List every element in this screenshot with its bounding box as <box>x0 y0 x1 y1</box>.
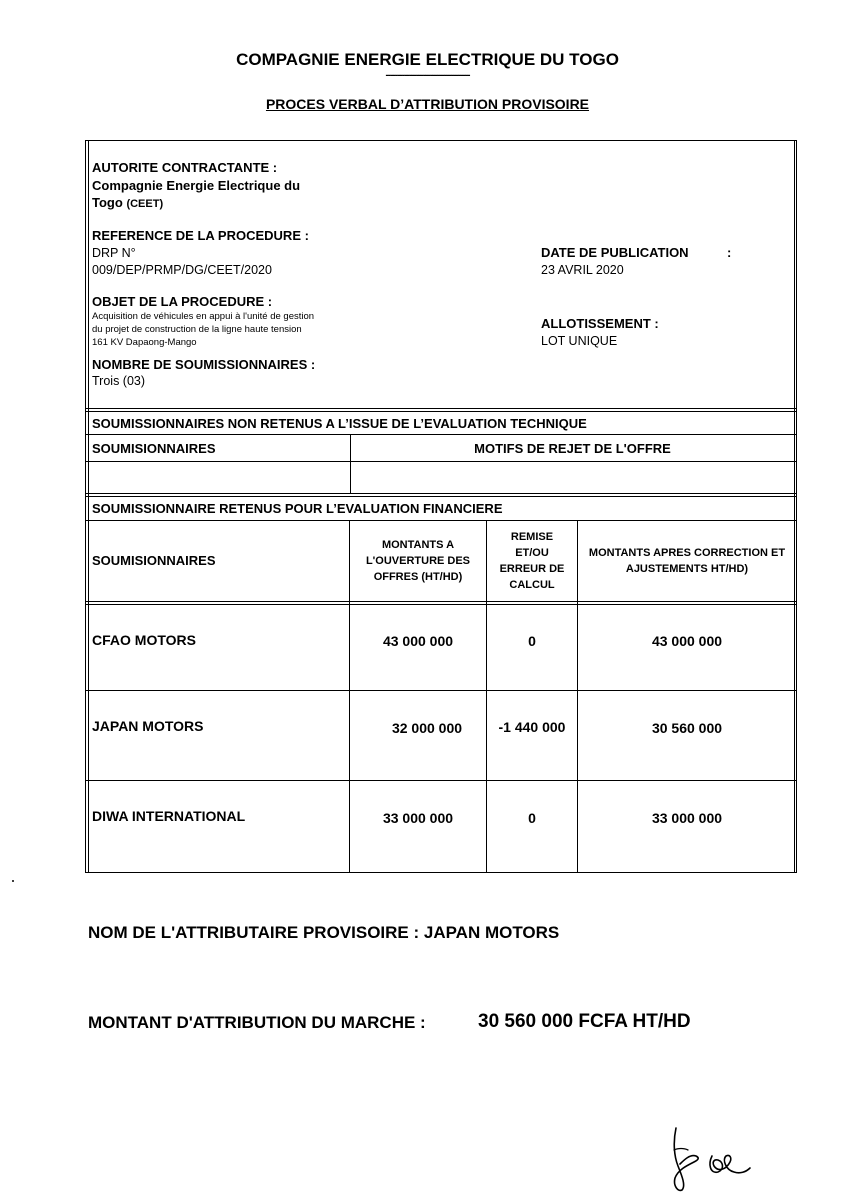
reference-label: REFERENCE DE LA PROCEDURE : <box>92 228 309 243</box>
opening-amount: 32 000 000 <box>391 720 463 736</box>
row-divider <box>85 690 797 691</box>
row-divider <box>85 601 797 602</box>
provisional-winner: NOM DE L'ATTRIBUTAIRE PROVISOIRE : JAPAN MOTORS <box>88 923 560 942</box>
corrected-amount: 30 560 000 <box>651 720 723 736</box>
discount-amount: 0 <box>528 810 536 826</box>
retained-section-title: SOUMISSIONNAIRE RETENUS POUR L’EVALUATION FINANCIERE <box>92 501 503 516</box>
row-divider <box>85 408 797 409</box>
column-divider <box>349 520 350 873</box>
publication-date: 23 AVRIL 2020 <box>541 263 624 277</box>
company-name: COMPAGNIE ENERGIE ELECTRIQUE DU TOGO <box>236 50 619 69</box>
scan-speck <box>12 880 14 882</box>
publication-colon: : <box>727 245 732 260</box>
col-header-opening-amount: MONTANTS A L'OUVERTURE DES OFFRES (HT/HD) <box>365 539 471 583</box>
row-divider <box>85 411 797 412</box>
lot-label: ALLOTISSEMENT : <box>541 316 659 331</box>
lot-value: LOT UNIQUE <box>541 334 618 348</box>
row-divider <box>85 496 797 497</box>
object-value-line3: 161 KV Dapaong-Mango <box>92 337 197 348</box>
col-header-discount: REMISE ET/OU ERREUR DE CALCUL <box>499 531 565 591</box>
object-value-line1: Acquisition de véhicules en appui à l'unité de gestion <box>92 311 315 322</box>
object-label: OBJET DE LA PROCEDURE : <box>92 294 273 309</box>
frame-inner-right-border <box>794 140 795 873</box>
row-divider <box>85 461 797 462</box>
authority-value-line2 <box>92 195 163 210</box>
corrected-amount: 43 000 000 <box>651 633 723 649</box>
document-title: PROCES VERBAL D’ATTRIBUTION PROVISOIRE <box>265 96 590 112</box>
bidders-count-label: NOMBRE DE SOUMISSIONNAIRES : <box>92 357 316 372</box>
bidders-count-value: Trois (03) <box>92 374 146 388</box>
authority-name: Togo <box>92 195 123 210</box>
authority-value-line1: Compagnie Energie Electrique du <box>92 178 301 193</box>
bidder-name: DIWA INTERNATIONAL <box>92 808 246 824</box>
authority-label: AUTORITE CONTRACTANTE : <box>92 160 278 175</box>
authority-abbr: (CEET) <box>126 198 164 210</box>
col-header-bidders: SOUMISIONNAIRES <box>92 553 216 568</box>
row-divider <box>85 493 797 494</box>
row-divider <box>85 604 797 605</box>
column-divider <box>486 520 487 873</box>
publication-label: DATE DE PUBLICATION <box>541 245 689 260</box>
column-divider <box>350 434 351 493</box>
opening-amount: 43 000 000 <box>382 633 454 649</box>
discount-amount: -1 440 000 <box>498 719 566 735</box>
object-value-line2: du projet de construction de la ligne haute tension <box>92 324 302 335</box>
frame-inner-left-border <box>88 140 89 873</box>
column-divider <box>577 520 578 873</box>
bidder-name: JAPAN MOTORS <box>92 718 204 734</box>
rejected-col-reasons: MOTIFS DE REJET DE L'OFFRE <box>474 441 671 456</box>
corrected-amount: 33 000 000 <box>651 810 723 826</box>
award-amount-label: MONTANT D'ATTRIBUTION DU MARCHE : <box>88 1013 426 1032</box>
rejected-col-bidders: SOUMISIONNAIRES <box>92 441 216 456</box>
bidder-name: CFAO MOTORS <box>92 632 196 648</box>
row-divider <box>85 780 797 781</box>
row-divider <box>85 434 797 435</box>
signature-initials <box>660 1120 770 1195</box>
discount-amount: 0 <box>528 633 536 649</box>
reference-value-line2: 009/DEP/PRMP/DG/CEET/2020 <box>92 263 272 277</box>
award-amount-value: 30 560 000 FCFA HT/HD <box>478 1011 691 1032</box>
opening-amount: 33 000 000 <box>382 810 454 826</box>
rejected-section-title: SOUMISSIONNAIRES NON RETENUS A L’ISSUE DE L’EVALUATION TECHNIQUE <box>92 416 587 431</box>
reference-value-line1: DRP N° <box>92 246 136 260</box>
title-separator: ------------------------------------ <box>385 70 470 81</box>
col-header-corrected-amount: MONTANTS APRES CORRECTION ET AJUSTEMENTS HT/HD) <box>588 547 786 575</box>
